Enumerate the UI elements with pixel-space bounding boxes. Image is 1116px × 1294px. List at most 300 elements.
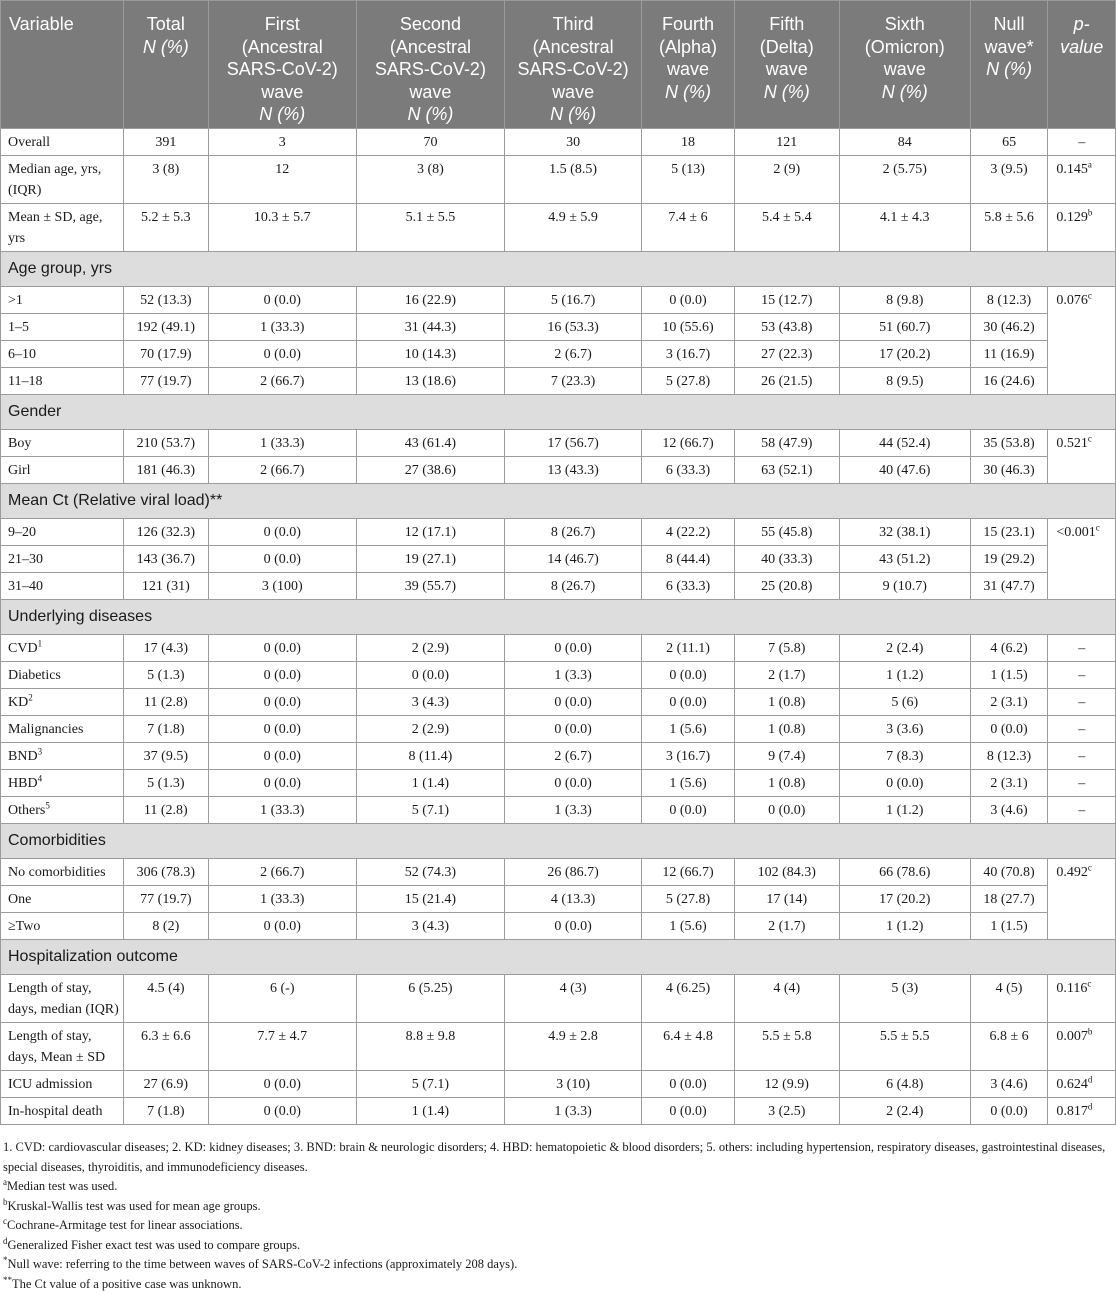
column-header [1,1,124,129]
column-header-line: SARS-CoV-2) [509,58,637,81]
p-value-cell [1048,859,1116,940]
row-label-text: Diabetics [8,668,61,683]
table-cell: 18 (27.7) [970,886,1048,913]
table-cell: 30 [505,129,642,156]
column-header-line: wave [361,81,500,104]
table-cell: 6 (5.25) [356,975,504,1023]
table-cell: 31 (47.7) [970,573,1048,600]
row-label-text: One [8,892,31,907]
row-label [1,1023,124,1071]
table-row [1,287,1116,314]
row-label-text: Length of stay, days, Mean ± SD [8,1029,105,1065]
table-row [1,129,1116,156]
p-value: 0.492 [1056,865,1088,880]
table-cell: 0 (0.0) [208,1098,356,1125]
footnote-mark: a [3,1177,7,1187]
table-cell: 0 (0.0) [208,662,356,689]
p-value: – [1078,695,1085,710]
p-value-cell [1048,975,1116,1023]
table-cell: 9 (7.4) [734,743,839,770]
table-cell: 5.5 ± 5.8 [734,1023,839,1071]
table-cell: 12 (66.7) [642,430,735,457]
table-cell: 13 (18.6) [356,368,504,395]
row-label-text: Mean ± SD, age, yrs [8,210,102,246]
footnote-text: Cochrane-Armitage test for linear associations. [7,1218,243,1232]
section-header-row [1,484,1116,519]
column-header-line: (Omicron) [844,36,966,59]
row-label-text: Length of stay, days, median (IQR) [8,981,119,1017]
table-cell: 52 (13.3) [123,287,208,314]
table-cell: 2 (2.9) [356,716,504,743]
column-header [734,1,839,129]
p-value: <0.001 [1056,525,1095,540]
row-label-text: 21–30 [8,552,43,567]
footnote [3,1255,1116,1275]
table-cell: 52 (74.3) [356,859,504,886]
table-cell: 39 (55.7) [356,573,504,600]
table-cell: 0 (0.0) [208,689,356,716]
table-cell: 18 [642,129,735,156]
p-value-cell [1048,635,1116,662]
table-cell: 1 (0.8) [734,770,839,797]
table-row [1,156,1116,204]
table-row [1,314,1116,341]
table-cell: 7 (1.8) [123,716,208,743]
table-cell: 5.2 ± 5.3 [123,204,208,252]
table-cell: 306 (78.3) [123,859,208,886]
p-value: – [1078,668,1085,683]
p-value: – [1078,803,1085,818]
column-header-line: Third [509,13,637,36]
table-cell: 2 (6.7) [505,341,642,368]
table-cell: 1 (0.8) [734,716,839,743]
row-label-text: In-hospital death [8,1104,102,1119]
row-label-footnote-mark: 1 [38,638,43,648]
table-cell: 9 (10.7) [839,573,970,600]
p-value-cell [1048,1098,1116,1125]
table-cell: 3 (16.7) [642,743,735,770]
row-label [1,156,124,204]
table-cell: 44 (52.4) [839,430,970,457]
row-label-footnote-mark: 2 [28,692,33,702]
column-header-line: (Ancestral [361,36,500,59]
column-header-line: wave [509,81,637,104]
table-cell: 1 (1.4) [356,1098,504,1125]
column-header-unit: N (%) [361,103,500,126]
p-value-test-mark: b [1088,1026,1093,1036]
table-cell: 31 (44.3) [356,314,504,341]
column-header-line: (Ancestral [509,36,637,59]
column-header-line: wave [646,58,730,81]
table-cell: 15 (12.7) [734,287,839,314]
table-cell: 8 (44.4) [642,546,735,573]
table-cell: 0 (0.0) [505,635,642,662]
table-cell: 3 (4.3) [356,689,504,716]
table-cell: 5.4 ± 5.4 [734,204,839,252]
table-cell: 0 (0.0) [208,341,356,368]
section-title: Mean Ct (Relative viral load)** [1,484,1116,519]
table-cell: 0 (0.0) [208,913,356,940]
table-cell: 5 (7.1) [356,1071,504,1098]
p-value-cell [1048,689,1116,716]
table-cell: 55 (45.8) [734,519,839,546]
table-cell: 70 (17.9) [123,341,208,368]
column-header-unit: p-value [1052,13,1111,58]
table-cell: 11 (2.8) [123,797,208,824]
table-row [1,770,1116,797]
table-cell: 1 (1.2) [839,913,970,940]
table-cell: 1 (0.8) [734,689,839,716]
column-header-line: (Delta) [739,36,835,59]
footnote-text: 1. CVD: cardiovascular diseases; 2. KD: kidney diseases; 3. BND: brain & neurologic disorders; 4. HBD: hematopoietic & blood disorders; 5. others: including hypertension, respiratory diseases, gastrointestinal diseases, special diseases, thyroiditis, and immunodeficiency diseases. [3,1140,1105,1174]
table-cell: 16 (24.6) [970,368,1048,395]
table-cell: 5 (7.1) [356,797,504,824]
table-cell: 0 (0.0) [734,797,839,824]
row-label-text: BND [8,749,38,764]
footnote-mark: ** [3,1274,12,1284]
table-cell: 6 (4.8) [839,1071,970,1098]
table-cell: 0 (0.0) [642,797,735,824]
table-cell: 3 (10) [505,1071,642,1098]
row-label [1,546,124,573]
table-cell: 8 (2) [123,913,208,940]
table-cell: 53 (43.8) [734,314,839,341]
table-cell: 8 (12.3) [970,743,1048,770]
table-cell: 40 (70.8) [970,859,1048,886]
table-cell: 2 (5.75) [839,156,970,204]
table-cell: 84 [839,129,970,156]
table-cell: 0 (0.0) [642,689,735,716]
table-cell: 30 (46.2) [970,314,1048,341]
column-header-unit: N (%) [128,36,204,59]
table-body [1,129,1116,1125]
table-cell: 5.5 ± 5.5 [839,1023,970,1071]
table-cell: 15 (23.1) [970,519,1048,546]
table-cell: 5 (27.8) [642,886,735,913]
row-label [1,1071,124,1098]
row-label-footnote-mark: 3 [38,746,43,756]
section-title: Hospitalization outcome [1,940,1116,975]
table-cell: 2 (2.9) [356,635,504,662]
table-cell: 32 (38.1) [839,519,970,546]
table-cell: 1 (3.3) [505,662,642,689]
row-label [1,770,124,797]
table-cell: 13 (43.3) [505,457,642,484]
table-cell: 40 (47.6) [839,457,970,484]
table-cell: 8 (9.5) [839,368,970,395]
table-cell: 3 (8) [123,156,208,204]
table-row [1,662,1116,689]
p-value: 0.521 [1056,436,1088,451]
p-value: 0.129 [1056,210,1088,225]
footnote [3,1275,1116,1294]
row-label-text: Boy [8,436,31,451]
table-cell: 6.8 ± 6 [970,1023,1048,1071]
row-label-text: Malignancies [8,722,83,737]
table-cell: 10.3 ± 5.7 [208,204,356,252]
table-row [1,341,1116,368]
table-cell: 17 (4.3) [123,635,208,662]
row-label-footnote-mark: 4 [38,773,43,783]
table-cell: 1 (5.6) [642,913,735,940]
section-header-row [1,940,1116,975]
column-header-unit: N (%) [975,58,1044,81]
row-label [1,287,124,314]
table-cell: 0 (0.0) [208,1071,356,1098]
footnote-mark: d [3,1235,8,1245]
table-cell: 3 (4.6) [970,1071,1048,1098]
column-header [1048,1,1116,129]
table-row [1,519,1116,546]
p-value: – [1078,776,1085,791]
p-value-cell [1048,156,1116,204]
table-cell: 0 (0.0) [839,770,970,797]
table-row [1,716,1116,743]
column-header-line: Fourth [646,13,730,36]
table-cell: 3 (16.7) [642,341,735,368]
p-value-test-mark: d [1088,1074,1093,1084]
row-label-text: No comorbidities [8,865,106,880]
footnotes [0,1125,1116,1294]
table-cell: 4 (22.2) [642,519,735,546]
table-cell: 6 (-) [208,975,356,1023]
row-label [1,975,124,1023]
table-cell: 3 (4.6) [970,797,1048,824]
section-header-row [1,395,1116,430]
p-value-test-mark: c [1088,433,1092,443]
table-cell: 43 (61.4) [356,430,504,457]
p-value-cell [1048,129,1116,156]
table-row [1,859,1116,886]
table-cell: 17 (20.2) [839,341,970,368]
table-cell: 58 (47.9) [734,430,839,457]
row-label-text: Girl [8,463,31,478]
table-cell: 1 (1.5) [970,913,1048,940]
table-cell: 11 (16.9) [970,341,1048,368]
column-header-unit: N (%) [213,103,352,126]
table-cell: 1 (5.6) [642,716,735,743]
table-cell: 2 (1.7) [734,913,839,940]
column-header-line: Second [361,13,500,36]
row-label-text: 11–18 [8,374,42,389]
column-header-line: (Ancestral [213,36,352,59]
table-cell: 35 (53.8) [970,430,1048,457]
table-cell: 0 (0.0) [208,770,356,797]
table-cell: 8.8 ± 9.8 [356,1023,504,1071]
table-cell: 37 (9.5) [123,743,208,770]
table-cell: 70 [356,129,504,156]
table-row [1,1071,1116,1098]
table-cell: 16 (22.9) [356,287,504,314]
table-cell: 7 (23.3) [505,368,642,395]
table-cell: 1 (33.3) [208,797,356,824]
row-label [1,886,124,913]
table-cell: 4 (6.2) [970,635,1048,662]
table-cell: 4.1 ± 4.3 [839,204,970,252]
p-value: 0.076 [1056,293,1088,308]
section-header-row [1,252,1116,287]
table-cell: 4 (6.25) [642,975,735,1023]
table-cell: 143 (36.7) [123,546,208,573]
footnote [3,1197,1116,1217]
table-cell: 2 (6.7) [505,743,642,770]
p-value-cell [1048,797,1116,824]
table-row [1,975,1116,1023]
row-label [1,430,124,457]
row-label-text: ICU admission [8,1077,92,1092]
table-cell: 2 (3.1) [970,770,1048,797]
p-value: – [1078,641,1085,656]
table-cell: 5 (1.3) [123,662,208,689]
row-label [1,341,124,368]
table-row [1,743,1116,770]
table-cell: 1 (1.4) [356,770,504,797]
table-cell: 0 (0.0) [642,1098,735,1125]
table-cell: 15 (21.4) [356,886,504,913]
table-cell: 27 (22.3) [734,341,839,368]
column-header-line: Variable [9,13,119,36]
p-value-test-mark: c [1087,978,1091,988]
section-header-row [1,600,1116,635]
p-value-cell [1048,743,1116,770]
table-cell: 7 (1.8) [123,1098,208,1125]
row-label-footnote-mark: 5 [45,800,50,810]
table-row [1,457,1116,484]
table-cell: 1.5 (8.5) [505,156,642,204]
row-label-text: 1–5 [8,320,29,335]
table-cell: 2 (9) [734,156,839,204]
table-cell: 66 (78.6) [839,859,970,886]
table-cell: 0 (0.0) [505,716,642,743]
footnote [3,1138,1115,1177]
row-label [1,314,124,341]
row-label [1,368,124,395]
table-cell: 7 (8.3) [839,743,970,770]
row-label [1,743,124,770]
p-value-cell [1048,287,1116,395]
table-cell: 4.5 (4) [123,975,208,1023]
p-value: – [1078,135,1085,150]
row-label [1,797,124,824]
table-cell: 8 (12.3) [970,287,1048,314]
row-label [1,519,124,546]
table-cell: 12 (9.9) [734,1071,839,1098]
row-label [1,1098,124,1125]
table-cell: 6 (33.3) [642,573,735,600]
p-value-cell [1048,519,1116,600]
table-cell: 2 (2.4) [839,635,970,662]
column-header [356,1,504,129]
table-cell: 5 (6) [839,689,970,716]
p-value-test-mark: a [1088,159,1092,169]
section-title: Gender [1,395,1116,430]
table-cell: 210 (53.7) [123,430,208,457]
table-cell: 5 (1.3) [123,770,208,797]
table-cell: 77 (19.7) [123,368,208,395]
table-cell: 5.1 ± 5.5 [356,204,504,252]
table-row [1,913,1116,940]
table-cell: 5 (3) [839,975,970,1023]
p-value-test-mark: c [1088,862,1092,872]
table-cell: 12 (66.7) [642,859,735,886]
section-header-row [1,824,1116,859]
column-header [208,1,356,129]
table-cell: 19 (27.1) [356,546,504,573]
column-header-line: wave [844,58,966,81]
p-value-test-mark: c [1096,522,1100,532]
table-row [1,546,1116,573]
column-header-line: Fifth [739,13,835,36]
table-cell: 65 [970,129,1048,156]
row-label [1,635,124,662]
row-label [1,716,124,743]
table-cell: 1 (33.3) [208,886,356,913]
table-cell: 3 (100) [208,573,356,600]
p-value-test-mark: c [1088,290,1092,300]
table-cell: 0 (0.0) [208,716,356,743]
table-cell: 5 (16.7) [505,287,642,314]
row-label [1,689,124,716]
table-cell: 17 (20.2) [839,886,970,913]
column-header-unit: N (%) [844,81,966,104]
p-value-cell [1048,1023,1116,1071]
table-cell: 6.4 ± 4.8 [642,1023,735,1071]
table-cell: 3 [208,129,356,156]
table-row [1,797,1116,824]
column-header-line: SARS-CoV-2) [213,58,352,81]
table-cell: 2 (2.4) [839,1098,970,1125]
table-cell: 19 (29.2) [970,546,1048,573]
table-cell: 0 (0.0) [505,689,642,716]
table-row [1,635,1116,662]
table-cell: 1 (1.2) [839,797,970,824]
table-cell: 1 (3.3) [505,1098,642,1125]
row-label [1,204,124,252]
p-value-cell [1048,662,1116,689]
column-header-line: wave [739,58,835,81]
table-cell: 40 (33.3) [734,546,839,573]
row-label-text: 6–10 [8,347,36,362]
footnote-text: Kruskal-Wallis test was used for mean age groups. [8,1199,261,1213]
table-cell: 11 (2.8) [123,689,208,716]
footnote-text: Median test was used. [7,1179,117,1193]
table-cell: 2 (66.7) [208,457,356,484]
table-cell: 51 (60.7) [839,314,970,341]
table-cell: 4 (3) [505,975,642,1023]
column-header-unit: N (%) [646,81,730,104]
table-cell: 12 (17.1) [356,519,504,546]
table-cell: 2 (66.7) [208,368,356,395]
table-cell: 0 (0.0) [642,1071,735,1098]
column-header-line: First [213,13,352,36]
footnote [3,1236,1116,1256]
table-cell: 121 [734,129,839,156]
row-label-text: >1 [8,293,23,308]
table-cell: 17 (14) [734,886,839,913]
table-row [1,204,1116,252]
table-cell: 27 (38.6) [356,457,504,484]
table-header [1,1,1116,129]
row-label-text: KD [8,695,28,710]
table-cell: 102 (84.3) [734,859,839,886]
table-cell: 1 (3.3) [505,797,642,824]
table-cell: 10 (55.6) [642,314,735,341]
table-cell: 2 (1.7) [734,662,839,689]
p-value-cell [1048,716,1116,743]
table-row [1,573,1116,600]
table-cell: 12 [208,156,356,204]
column-header [839,1,970,129]
